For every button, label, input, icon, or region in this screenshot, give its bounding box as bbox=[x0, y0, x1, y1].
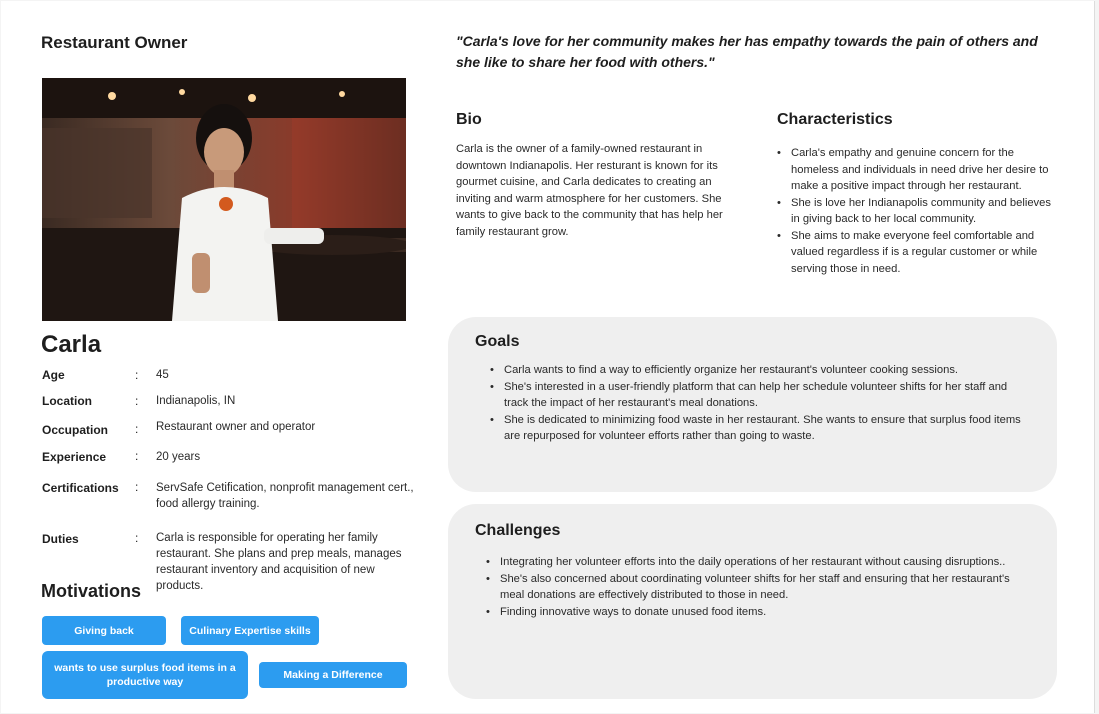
info-colon: : bbox=[135, 368, 139, 382]
motivation-chip-giving-back: Giving back bbox=[42, 616, 166, 645]
info-value-experience: 20 years bbox=[156, 451, 201, 463]
persona-board bbox=[1, 1, 1095, 713]
goals-card bbox=[448, 317, 1057, 492]
motivation-chip-culinary-expertise: Culinary Expertise skills bbox=[181, 616, 319, 645]
list-item: • Integrating her volunteer efforts into the daily operations of her restaurant without causing disruptions.. bbox=[486, 554, 1026, 571]
characteristics-title: Characteristics bbox=[777, 111, 893, 128]
characteristics-list bbox=[777, 145, 1052, 277]
list-item: • She is dedicated to minimizing food waste in her restaurant. She wants to ensure that surplus food items are repurposed for volunteer efforts rather than going to waste. bbox=[490, 412, 1025, 445]
list-item: • She is love her Indianapolis community and believes in giving back to her local community. bbox=[777, 195, 1052, 228]
goals-title: Goals bbox=[475, 333, 520, 350]
list-item: • Finding innovative ways to donate unused food items. bbox=[486, 604, 1026, 621]
info-value-age: 45 bbox=[156, 369, 169, 381]
info-value-certifications: ServSafe Cetification, nonprofit management cert., food allergy training. bbox=[156, 482, 414, 510]
list-item: • She's interested in a user-friendly platform that can help her schedule volunteer shifts for her staff and track the impact of her restaurant's meal donations. bbox=[490, 379, 1025, 412]
list-item: • Carla's empathy and genuine concern for the homeless and individuals in need drive her desire to make a positive impact through her restaurant. bbox=[777, 145, 1052, 195]
info-colon: : bbox=[135, 480, 139, 494]
info-label-experience: Experience bbox=[42, 450, 107, 464]
info-label-duties: Duties bbox=[42, 532, 79, 546]
persona-name: Carla bbox=[41, 331, 102, 358]
motivation-chip-making-difference: Making a Difference bbox=[259, 662, 407, 688]
goals-list bbox=[490, 362, 1025, 445]
info-colon: : bbox=[135, 394, 139, 408]
info-label-certifications: Certifications bbox=[42, 481, 119, 495]
info-colon: : bbox=[135, 531, 139, 545]
info-value-duties: Carla is responsible for operating her family restaurant. She plans and prep meals, manages restaurant inventory and acquisition of new products. bbox=[156, 532, 402, 592]
info-label-occupation: Occupation bbox=[42, 423, 109, 437]
motivations-title: Motivations bbox=[41, 581, 142, 601]
persona-quote: "Carla's love for her community makes her has empathy towards the pain of others and she like to share her food with others." bbox=[456, 33, 1038, 70]
challenges-card bbox=[448, 504, 1057, 699]
list-item: • Carla wants to find a way to efficiently organize her restaurant's volunteer cooking sessions. bbox=[490, 362, 1025, 379]
photo-illustration bbox=[42, 78, 406, 321]
info-colon: : bbox=[135, 449, 139, 463]
info-value-occupation: Restaurant owner and operator bbox=[156, 421, 316, 433]
info-label-location: Location bbox=[42, 394, 92, 408]
persona-role-title: Restaurant Owner bbox=[41, 33, 188, 52]
list-item: • She aims to make everyone feel comfortable and valued regardless if is a regular customer or while serving those in need. bbox=[777, 228, 1052, 278]
bio-title: Bio bbox=[456, 111, 482, 128]
challenges-title: Challenges bbox=[475, 522, 561, 539]
info-label-age: Age bbox=[42, 368, 65, 382]
list-item: • She's also concerned about coordinating volunteer shifts for her staff and ensuring that her restaurant's meal donations are effectively distributed to those in need. bbox=[486, 571, 1026, 604]
persona-photo bbox=[42, 78, 406, 321]
info-colon: : bbox=[135, 422, 139, 436]
info-value-location: Indianapolis, IN bbox=[156, 395, 236, 407]
motivation-chip-surplus-food: wants to use surplus food items in a productive way bbox=[42, 651, 248, 699]
bio-text: Carla is the owner of a family-owned restaurant in downtown Indianapolis. Her resturant is known for its gourmet cuisine, and Carla dedicates to creating an inviting and warm atmosphere for her customers. She wants to give back to the community that has help her family restaurant grow. bbox=[456, 143, 723, 238]
challenges-list bbox=[486, 554, 1026, 620]
